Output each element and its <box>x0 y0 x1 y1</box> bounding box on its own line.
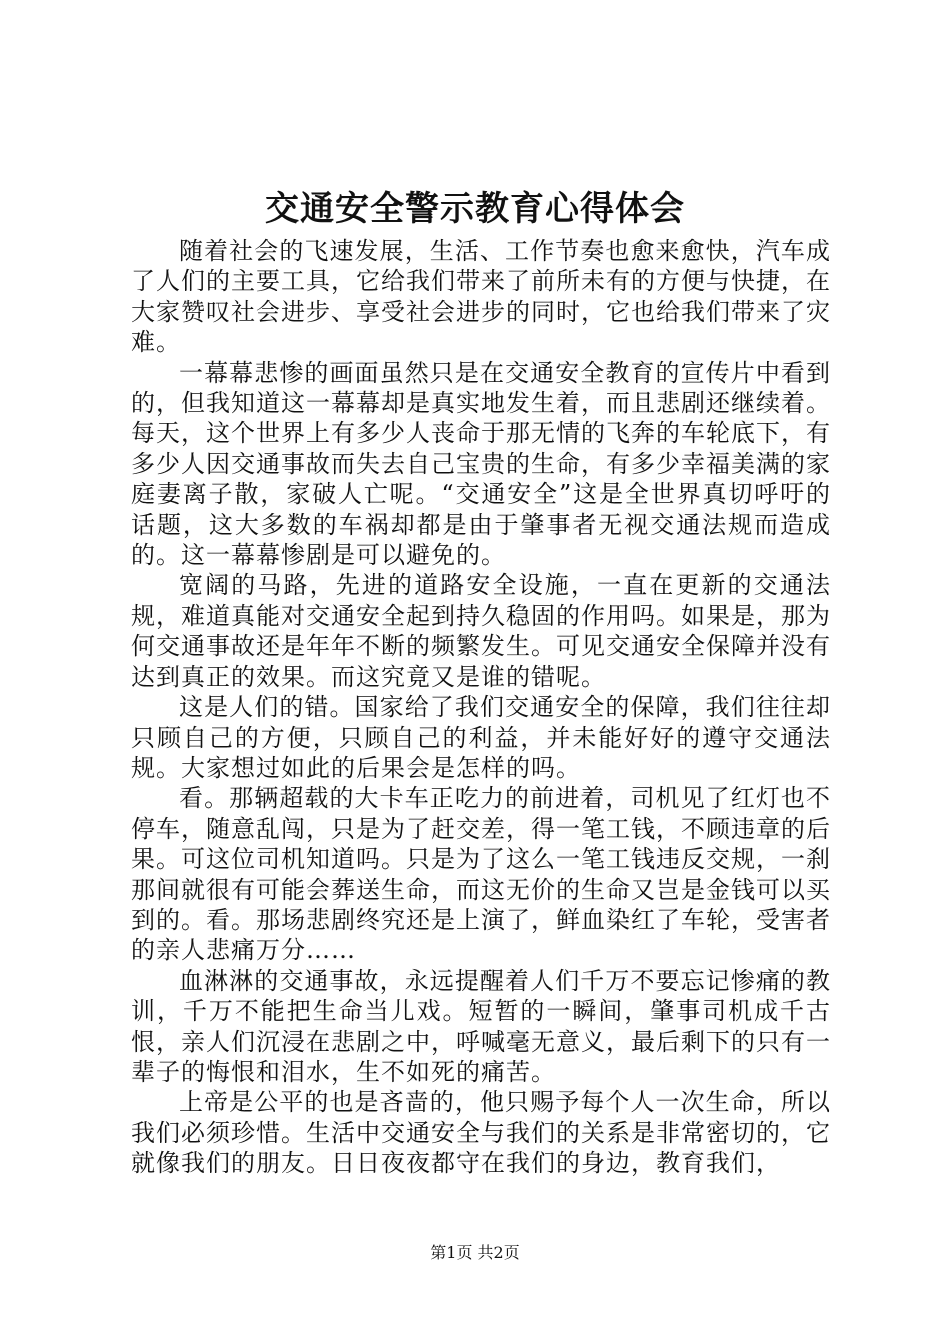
document-title: 交通安全警示教育心得体会 <box>265 189 685 229</box>
page-number-footer: 第1页 共2页 <box>430 1243 520 1262</box>
paragraph-4: 这是人们的错。国家给了我们交通安全的保障，我们往往却只顾自己的方便，只顾自己的利益，并未能好好的遵守交通法规。大家想过如此的后果会是怎样的吗。 <box>131 693 831 782</box>
document-body <box>131 236 831 1179</box>
paragraph-3: 宽阔的马路，先进的道路安全设施，一直在更新的交通法规，难道真能对交通安全起到持久稳固的作用吗。如果是，那为何交通事故还是年年不断的频繁发生。可见交通安全保障并没有达到真正的效果。而这究竟又是谁的错呢。 <box>131 571 831 691</box>
paragraph-6: 血淋淋的交通事故，永远提醒着人们千万不要忘记惨痛的教训，千万不能把生命当儿戏。短暂的一瞬间，肇事司机成千古恨，亲人们沉浸在悲剧之中，呼喊毫无意义，最后剩下的只有一辈子的悔恨和泪水，生不如死的痛苦。 <box>131 966 831 1086</box>
paragraph-5: 看。那辆超载的大卡车正吃力的前进着，司机见了红灯也不停车，随意乱闯，只是为了赶交差，得一笔工钱，不顾违章的后果。可这位司机知道吗。只是为了这么一笔工钱违反交规，一刹那间就很有可能会葬送生命，而这无价的生命又岂是金钱可以买到的。看。那场悲剧终究还是上演了，鲜血染红了车轮，受害者的亲人悲痛万分…… <box>131 784 831 965</box>
paragraph-2: 一幕幕悲惨的画面虽然只是在交通安全教育的宣传片中看到的，但我知道这一幕幕却是真实地发生着，而且悲剧还继续着。每天，这个世界上有多少人丧命于那无情的飞奔的车轮底下，有多少人因交通事故而失去自己宝贵的生命，有多少幸福美满的家庭妻离子散，家破人亡呢。“交通安全”这是全世界真切呼吁的话题，这大多数的车祸却都是由于肇事者无视交通法规而造成的。这一幕幕惨剧是可以避免的。 <box>131 358 831 570</box>
paragraph-7: 上帝是公平的也是吝啬的，他只赐予每个人一次生命，所以我们必须珍惜。生活中交通安全与我们的关系是非常密切的，它就像我们的朋友。日日夜夜都守在我们的身边，教育我们， <box>131 1088 831 1178</box>
paragraph-1: 随着社会的飞速发展，生活、工作节奏也愈来愈快，汽车成了人们的主要工具，它给我们带来了前所未有的方便与快捷，在大家赞叹社会进步、享受社会进步的同时，它也给我们带来了灾难。 <box>131 237 831 357</box>
